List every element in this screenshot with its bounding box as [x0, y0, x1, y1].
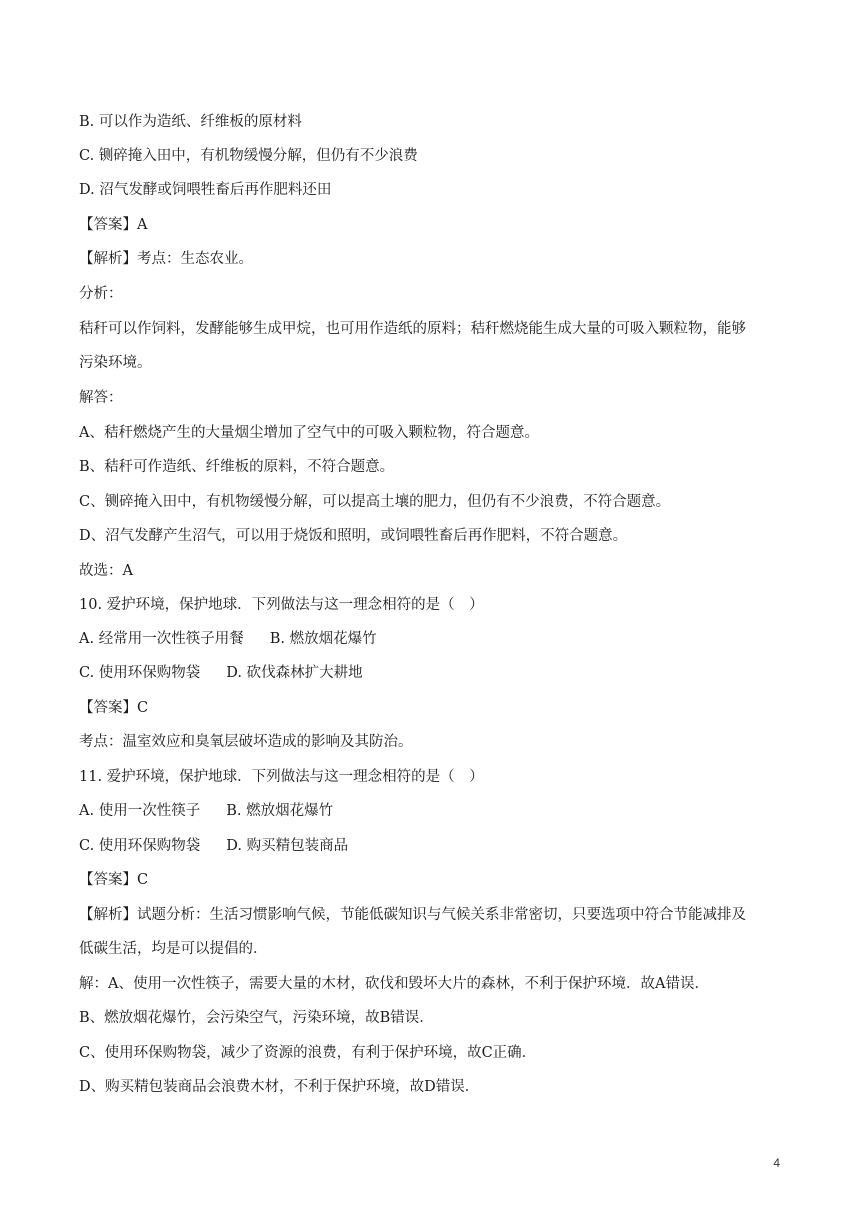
question-10-options-ab — [79, 629, 800, 649]
analysis-line: 低碳生活，均是可以提倡的． — [79, 941, 268, 957]
solution-line: B、秸秆可作造纸、纤维板的原料，不符合题意。 — [79, 459, 395, 475]
question-10-options-cd — [79, 663, 800, 683]
question-11-stem: 11. 爱护环境，保护地球．下列做法与这一理念相符的是（ ） — [79, 769, 484, 785]
answer-line: 【答案】C — [79, 872, 149, 888]
analysis-line: 【解析】考点：生态农业。 — [79, 251, 253, 267]
option-text: D. 购买精包装商品 — [226, 838, 349, 854]
option-text: C. 使用环保购物袋 — [79, 665, 201, 681]
option-text: C. 使用环保购物袋 — [79, 838, 201, 854]
solution-line: C、铡碎掩入田中，有机物缓慢分解，可以提高土壤的肥力，但仍有不少浪费，不符合题意。 — [79, 494, 671, 510]
option-text: A. 使用一次性筷子 — [79, 803, 201, 819]
solution-line: B、燃放烟花爆竹，会污染空气，污染环境，故B错误． — [79, 1010, 434, 1026]
option-text: B. 燃放烟花爆竹 — [269, 631, 377, 647]
analysis-line: 【解析】试题分析：生活习惯影响气候，节能低碳知识与气候关系非常密切，只要选项中符合节能减排及 — [79, 907, 746, 923]
topic-line: 考点：温室效应和臭氧层破坏造成的影响及其防治。 — [79, 734, 413, 750]
solution-line: A、秸秆燃烧产生的大量烟尘增加了空气中的可吸入颗粒物，符合题意。 — [79, 425, 539, 441]
option-b-line: B. 可以作为造纸、纤维板的原材料 — [79, 114, 302, 130]
option-text: B. 燃放烟花爆竹 — [226, 803, 334, 819]
option-d-line: D. 沼气发酵或饲喂牲畜后再作肥料还田 — [79, 182, 332, 198]
page-number: 4 — [773, 1156, 780, 1170]
option-text: A. 经常用一次性筷子用餐 — [79, 631, 244, 647]
option-c-line: C. 铡碎掩入田中，有机物缓慢分解，但仍有不少浪费 — [79, 148, 418, 164]
analysis-text-line: 秸秆可以作饲料，发酵能够生成甲烷，也可用作造纸的原料；秸秆燃烧能生成大量的可吸入颗粒物，能够 — [79, 321, 746, 337]
jieda-label: 解答： — [79, 390, 123, 406]
question-10-stem: 10. 爱护环境，保护地球．下列做法与这一理念相符的是（ ） — [79, 597, 484, 613]
question-11-options-cd — [79, 836, 800, 856]
fenxi-label: 分析： — [79, 286, 123, 302]
solution-line: D、沼气发酵产生沼气，可以用于烧饭和照明，或饲喂牲畜后再作肥料，不符合题意。 — [79, 528, 628, 544]
solution-line: D、购买精包装商品会浪费木材，不利于保护环境，故D错误． — [79, 1079, 480, 1095]
solution-line: 解：A、使用一次性筷子，需要大量的木材，砍伐和毁坏大片的森林，不利于保护环境．故A错误． — [79, 976, 709, 992]
answer-line: 【答案】A — [79, 217, 148, 233]
question-11-options-ab — [79, 801, 800, 821]
solution-line: C、使用环保购物袋，减少了资源的浪费，有利于保护环境，故C正确． — [79, 1045, 537, 1061]
answer-line: 【答案】C — [79, 700, 149, 716]
final-choice-line: 故选：A — [79, 563, 133, 579]
option-text: D. 砍伐森林扩大耕地 — [226, 665, 363, 681]
analysis-text-line: 污染环境。 — [79, 355, 152, 371]
